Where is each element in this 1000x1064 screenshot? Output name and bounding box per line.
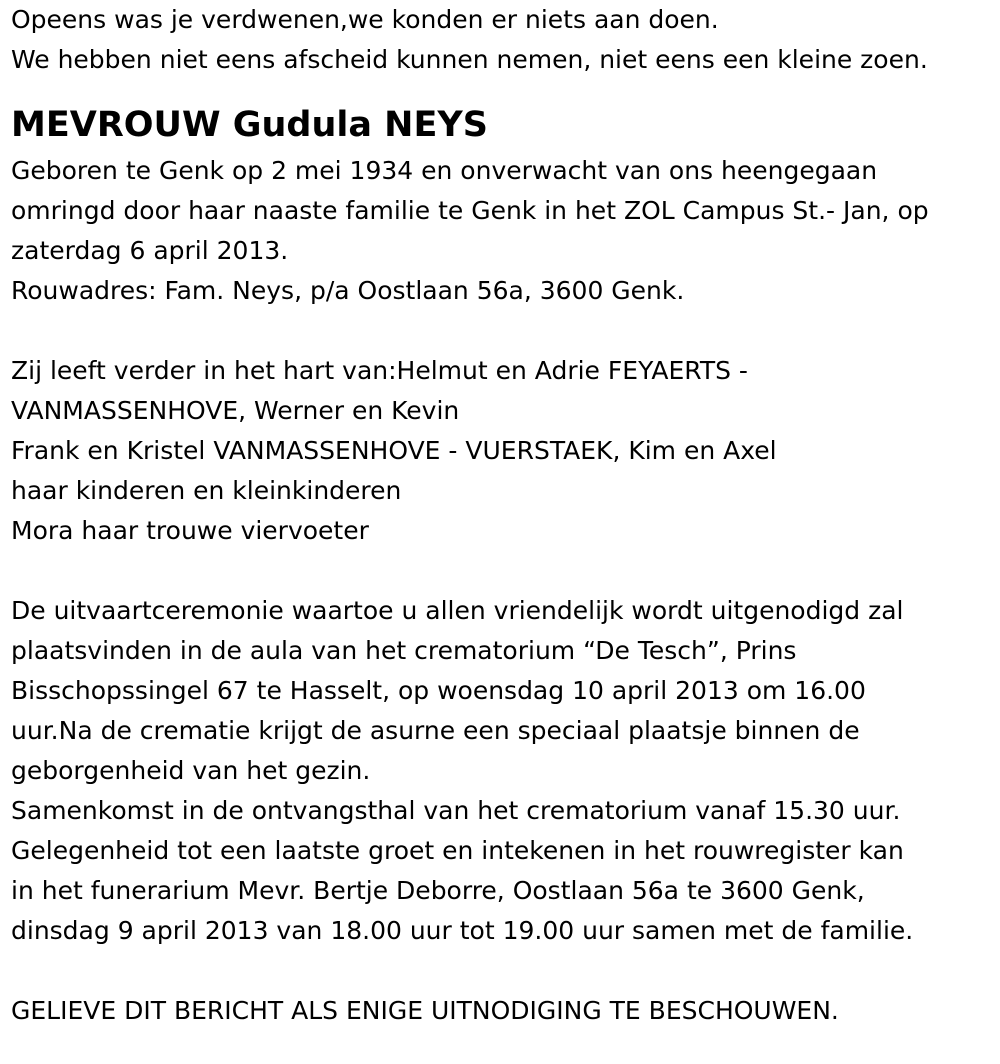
ceremony-section	[11, 591, 996, 951]
ceremony-line: dinsdag 9 april 2013 van 18.00 uur tot 19.00 uur samen met de familie.	[11, 916, 914, 945]
poem-line: Opeens was je verdwenen,we konden er niets aan doen.	[11, 5, 719, 34]
ceremony-line: Samenkomst in de ontvangsthal van het crematorium vanaf 15.30 uur.	[11, 796, 901, 825]
poem-line: We hebben niet eens afscheid kunnen nemen, niet eens een kleine zoen.	[11, 45, 928, 74]
ceremony-line: geborgenheid van het gezin.	[11, 756, 371, 785]
obituary-notice	[11, 0, 996, 1031]
family-line: VANMASSENHOVE, Werner en Kevin	[11, 396, 460, 425]
family-line: Mora haar trouwe viervoeter	[11, 516, 369, 545]
mourning-address: Rouwadres: Fam. Neys, p/a Oostlaan 56a, 3600 Genk.	[11, 276, 685, 305]
ceremony-line: uur.Na de crematie krijgt de asurne een speciaal plaatsje binnen de	[11, 716, 860, 745]
birth-line: omringd door haar naaste familie te Genk in het ZOL Campus St.- Jan, op	[11, 196, 929, 225]
spacer	[11, 551, 996, 591]
ceremony-line: Bisschopssingel 67 te Hasselt, op woensdag 10 april 2013 om 16.00	[11, 676, 866, 705]
ceremony-line: in het funerarium Mevr. Bertje Deborre, Oostlaan 56a te 3600 Genk,	[11, 876, 865, 905]
birth-line: zaterdag 6 april 2013.	[11, 236, 289, 265]
poem-section	[11, 0, 996, 80]
birth-section	[11, 151, 996, 311]
family-section	[11, 351, 996, 551]
spacer	[11, 951, 996, 991]
ceremony-line: Gelegenheid tot een laatste groet en intekenen in het rouwregister kan	[11, 836, 904, 865]
birth-line: Geboren te Genk op 2 mei 1934 en onverwacht van ons heengegaan	[11, 156, 878, 185]
closing-notice: GELIEVE DIT BERICHT ALS ENIGE UITNODIGING TE BESCHOUWEN.	[11, 996, 839, 1025]
family-line: haar kinderen en kleinkinderen	[11, 476, 402, 505]
family-line: Zij leeft verder in het hart van:Helmut en Adrie FEYAERTS -	[11, 356, 748, 385]
deceased-name: MEVROUW Gudula NEYS	[11, 105, 488, 145]
ceremony-line: De uitvaartceremonie waartoe u allen vriendelijk wordt uitgenodigd zal	[11, 596, 904, 625]
family-line: Frank en Kristel VANMASSENHOVE - VUERSTAEK, Kim en Axel	[11, 436, 777, 465]
spacer	[11, 311, 996, 351]
ceremony-line: plaatsvinden in de aula van het crematorium “De Tesch”, Prins	[11, 636, 797, 665]
